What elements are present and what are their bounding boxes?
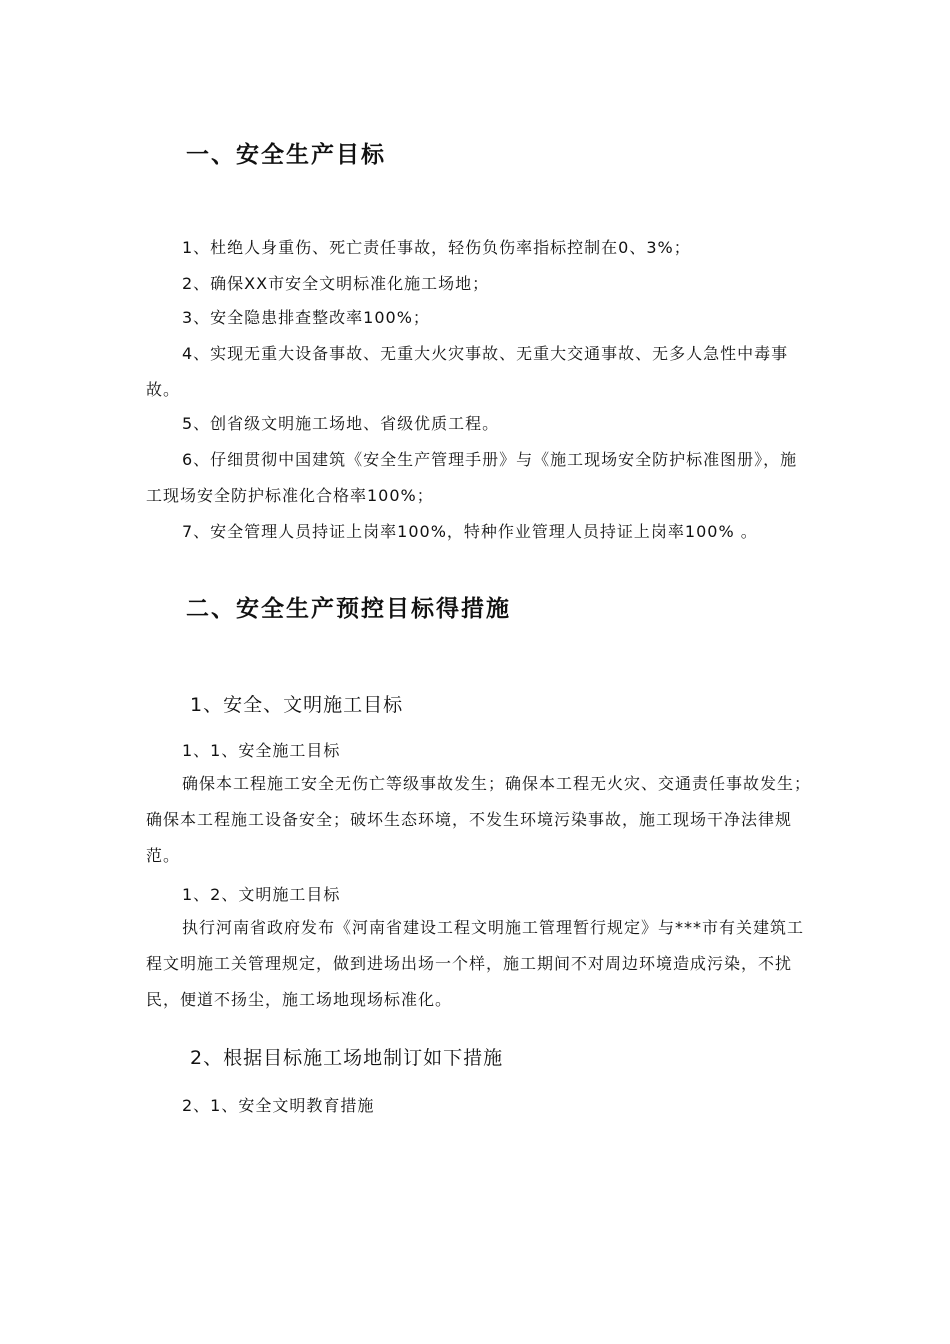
subsection-1-1-title: 1、1、安全施工目标	[182, 741, 341, 760]
section1-title: 一、安全生产目标	[186, 142, 386, 168]
list-item: 6、仔细贯彻中国建筑《安全生产管理手册》与《施工现场安全防护标准图册》，施工现场安全防护标准化合格率100%；	[146, 450, 798, 505]
section2-title: 二、安全生产预控目标得措施	[186, 596, 511, 622]
subsection-1-2-body: 执行河南省政府发布《河南省建设工程文明施工管理暂行规定》与***市有关建筑工程文明施工关管理规定，做到进场出场一个样，施工期间不对周边环境造成污染，不扰民，便道不扬尘，施工场地现场标准化。	[146, 918, 805, 1009]
subsection-1-2-title: 1、2、文明施工目标	[182, 885, 341, 904]
list-item: 2、确保XX市安全文明标准化施工场地；	[182, 274, 490, 293]
subsection-2-1-title: 2、1、安全文明教育措施	[182, 1096, 375, 1115]
list-item: 3、安全隐患排查整改率100%；	[182, 308, 430, 327]
list-item: 5、创省级文明施工场地、省级优质工程。	[182, 414, 500, 433]
list-item: 4、实现无重大设备事故、无重大火灾事故、无重大交通事故、无多人急性中毒事故。	[146, 344, 789, 399]
subsection-1-1-body: 确保本工程施工安全无伤亡等级事故发生；确保本工程无火灾、交通责任事故发生；确保本工程施工设备安全；破坏生态环境，不发生环境污染事故，施工现场干净法律规范。	[146, 774, 812, 865]
subsection-1-title: 1、安全、文明施工目标	[190, 694, 404, 716]
list-item: 7、安全管理人员持证上岗率100%，特种作业管理人员持证上岗率100% 。	[182, 522, 758, 541]
list-item: 1、杜绝人身重伤、死亡责任事故，轻伤负伤率指标控制在0、3%；	[182, 238, 691, 257]
subsection-2-title: 2、根据目标施工场地制订如下措施	[190, 1047, 504, 1069]
